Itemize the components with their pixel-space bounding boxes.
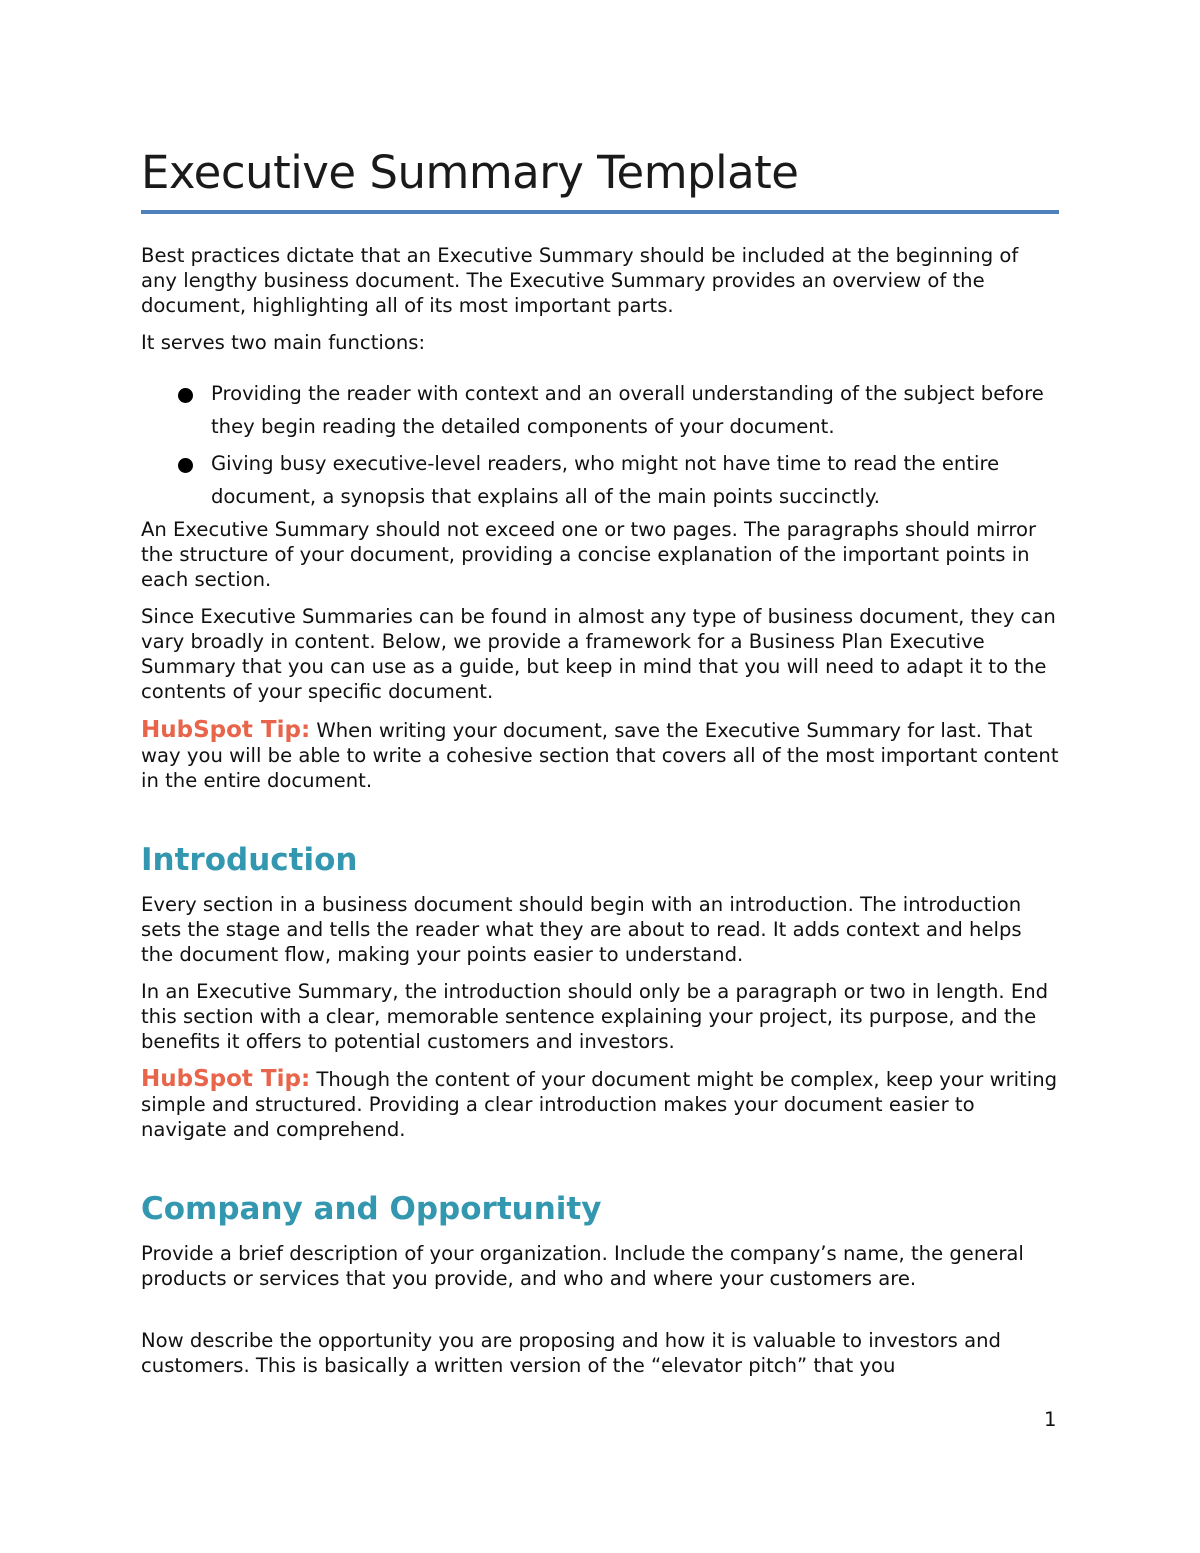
tip-text: Though the content of your document might be complex, keep your writing simple and structured. Providing a clear introduction makes your document easier to navigate and comprehend. (141, 1068, 1058, 1141)
list-item (141, 377, 1059, 443)
tip-text: When writing your document, save the Executive Summary for last. That way you will be able to write a cohesive section that covers all of the most important content in the entire document. (141, 719, 1059, 792)
functions-list (141, 377, 1059, 517)
framework-paragraph: Since Executive Summaries can be found in almost any type of business document, they can vary broadly in content. Below, we provide a framework for a Business Plan Executive Summary that you can use as a guide, but keep in mind that you will need to adapt it to the contents of your specific document. (141, 605, 1056, 703)
company-paragraph-2: Now describe the opportunity you are proposing and how it is valuable to investors and customers. This is basically a written version of the “elevator pitch” that you (141, 1329, 1001, 1377)
length-paragraph: An Executive Summary should not exceed one or two pages. The paragraphs should mirror the structure of your document, providing a concise explanation of the important points in each section. (141, 518, 1037, 591)
page-number: 1 (1044, 1408, 1057, 1431)
list-item (141, 447, 1059, 513)
bullet-icon (178, 388, 193, 403)
document-title: Executive Summary Template (141, 146, 799, 199)
section-heading-introduction: Introduction (141, 842, 358, 878)
title-underline-rule (141, 210, 1059, 214)
hubspot-tip-1 (141, 718, 1059, 793)
section-heading-company-opportunity: Company and Opportunity (141, 1191, 602, 1227)
hubspot-tip-2 (141, 1067, 1059, 1142)
list-item-text: Providing the reader with context and an overall understanding of the subject before they begin reading the detailed components of your document. (211, 382, 1044, 438)
company-paragraph-1: Provide a brief description of your organization. Include the company’s name, the general products or services that you provide, and who and where your customers are. (141, 1242, 1024, 1290)
introduction-paragraph-1: Every section in a business document should begin with an introduction. The introduction sets the stage and tells the reader what they are about to read. It adds context and helps the document flow, making your points easier to understand. (141, 893, 1022, 966)
functions-lead: It serves two main functions: (141, 331, 426, 354)
list-item-text: Giving busy executive-level readers, who might not have time to read the entire document, a synopsis that explains all of the main points succinctly. (211, 452, 1000, 508)
tip-label: HubSpot Tip: (141, 717, 311, 743)
intro-paragraph: Best practices dictate that an Executive Summary should be included at the beginning of any lengthy business document. The Executive Summary provides an overview of the document, highlighting all of its most important parts. (141, 244, 1019, 317)
tip-label: HubSpot Tip: (141, 1066, 311, 1092)
bullet-icon (178, 458, 193, 473)
introduction-paragraph-2: In an Executive Summary, the introduction should only be a paragraph or two in length. End this section with a clear, memorable sentence explaining your project, its purpose, and the benefits it offers to potential customers and investors. (141, 980, 1049, 1053)
